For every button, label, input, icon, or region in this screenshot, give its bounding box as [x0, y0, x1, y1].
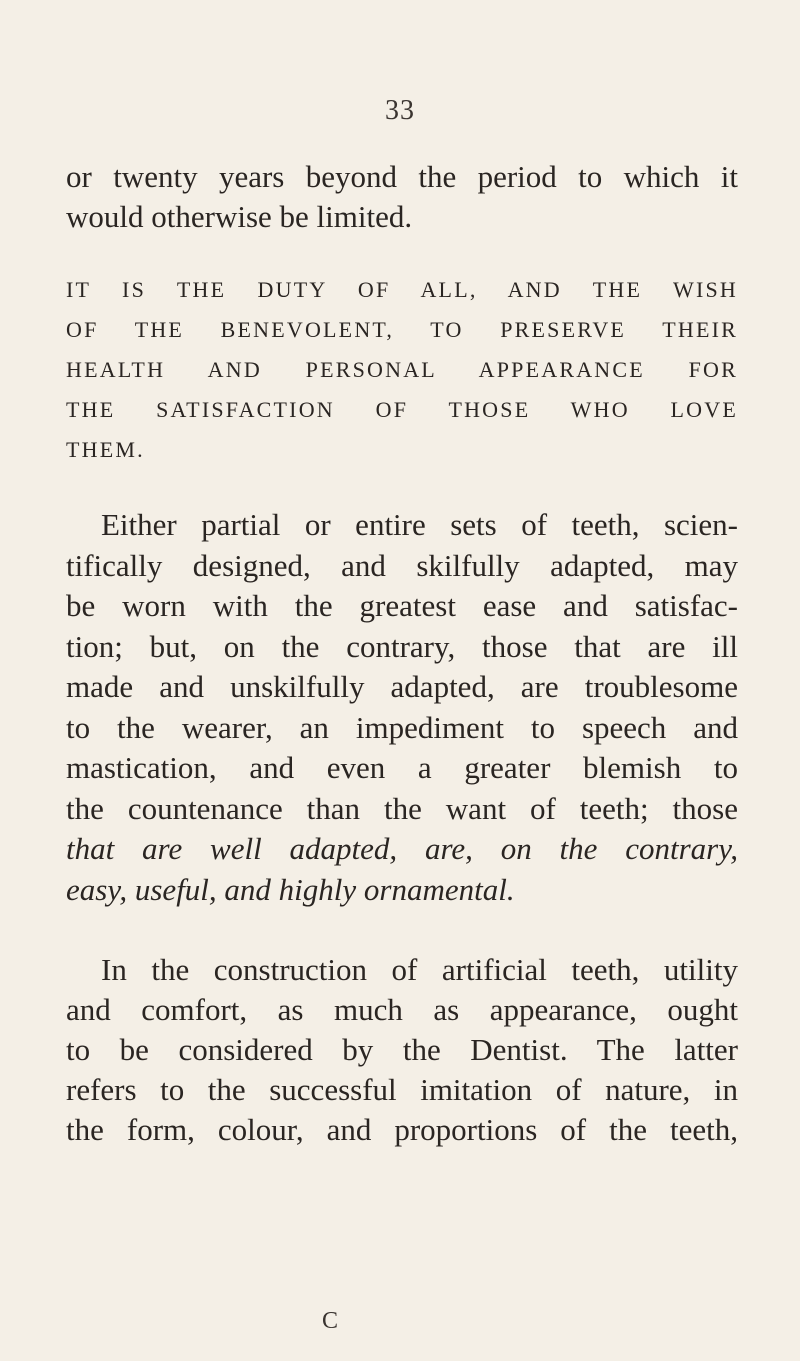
text-line: and comfort, as much as appearance, ought — [66, 992, 738, 1027]
text-line: HEALTH AND PERSONAL APPEARANCE FOR — [66, 357, 738, 382]
text-line: or twenty years beyond the period to which it — [66, 159, 738, 194]
text-line: to the wearer, an impediment to speech and — [66, 709, 738, 745]
text-line: the form, colour, and proportions of the teeth, — [66, 1112, 738, 1147]
text-line: to be considered by the Dentist. The latter — [66, 1032, 738, 1067]
text-line: THE SATISFACTION OF THOSE WHO LOVE — [66, 397, 738, 422]
duty-paragraph — [66, 270, 738, 470]
text-line: made and unskilfully adapted, are troublesome — [66, 669, 738, 704]
text-line: mastication, and even a greater blemish to — [66, 750, 738, 785]
text-line: tifically designed, and skilfully adapted, may — [66, 547, 738, 583]
signature-mark: C — [322, 1308, 339, 1334]
text-line: would otherwise be limited. — [66, 199, 413, 234]
opening-paragraph — [66, 157, 738, 237]
italic-text-line: easy, useful, and highly ornamental. — [66, 871, 515, 907]
italic-text-line: that are well adapted, are, on the contrary, — [66, 831, 738, 866]
text-line: OF THE BENEVOLENT, TO PRESERVE THEIR — [66, 317, 738, 342]
text-line: refers to the successful imitation of nature, in — [66, 1072, 738, 1107]
page-number: 33 — [385, 95, 415, 126]
text-line: Either partial or entire sets of teeth, scien- — [101, 507, 738, 542]
text-line: In the construction of artificial teeth, utility — [101, 952, 738, 987]
text-line: be worn with the greatest ease and satisfac- — [66, 588, 738, 623]
text-line: tion; but, on the contrary, those that are ill — [66, 628, 738, 664]
text-line: IT IS THE DUTY OF ALL, AND THE WISH — [66, 277, 738, 302]
either-paragraph — [66, 505, 738, 910]
text-line: THEM. — [66, 437, 145, 462]
construction-paragraph — [66, 950, 738, 1150]
text-line: the countenance than the want of teeth; those — [66, 790, 738, 826]
